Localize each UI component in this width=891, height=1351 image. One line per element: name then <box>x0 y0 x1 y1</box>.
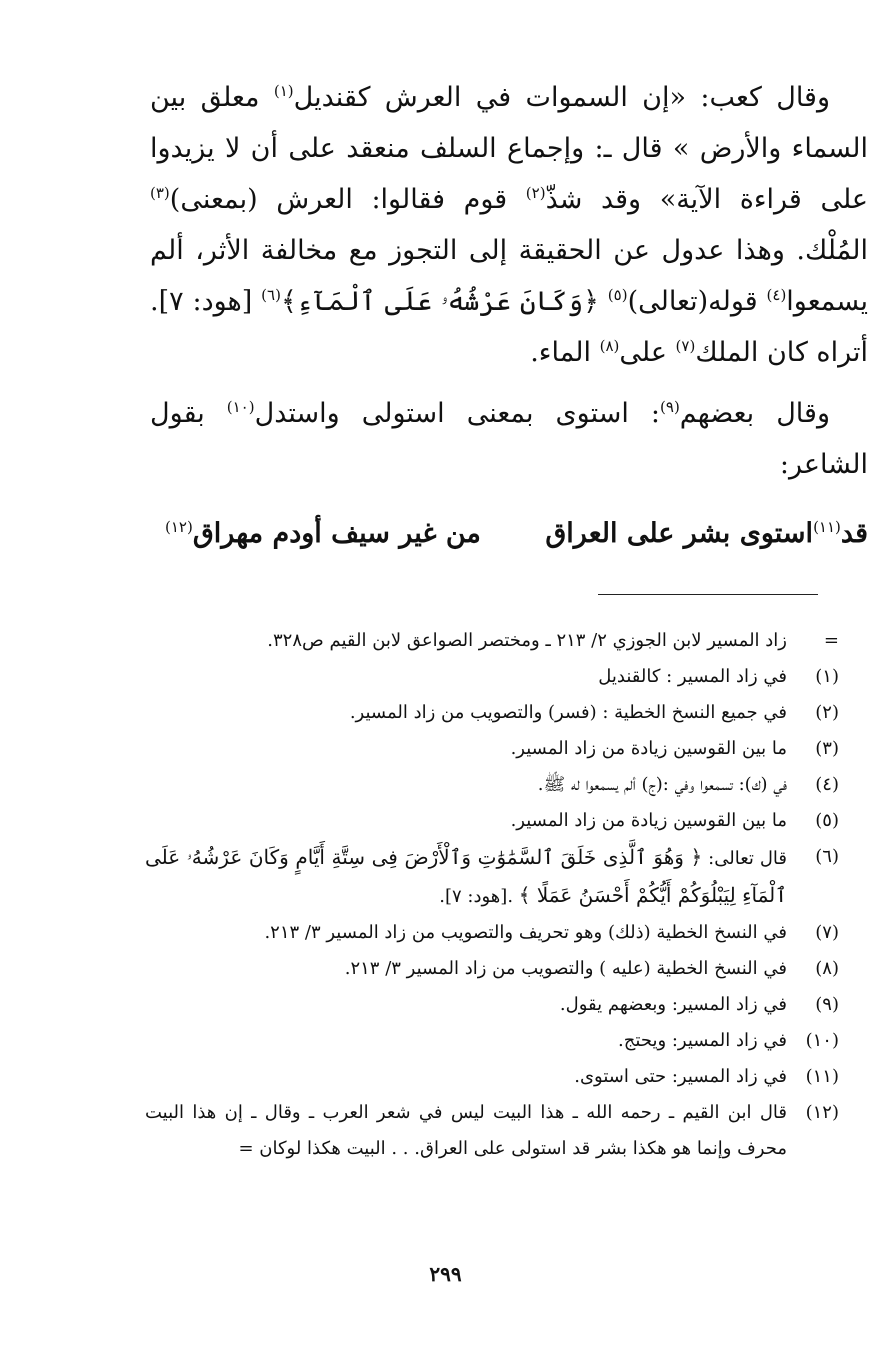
footnote-ref: (١٢) <box>165 518 193 536</box>
verse-first-hemistich <box>545 508 868 560</box>
footnote-separator <box>598 594 818 595</box>
footnotes <box>145 623 839 1167</box>
text-run: وقال بعضهم <box>679 398 830 429</box>
footnote-ref: (٦) <box>261 286 281 304</box>
footnote-ref: (٧) <box>675 337 696 355</box>
footnote-number: (٢) <box>815 702 839 723</box>
text-run: .[هود: ٧]. <box>439 886 519 907</box>
footnote-text: زاد المسير لابن الجوزي ٢/ ٢١٣ ـ ومختصر الصواعق لابن القيم ص٣٢٨. <box>267 630 787 651</box>
quran-quote: ﴿ وَهُوَ ٱلَّذِى خَلَقَ ٱلسَّمَٰوَٰتِ وَٱلْأَرْضَ فِى سِتَّةِ أَيَّامٍ وَكَانَ عَرْشُهُۥ عَلَى ٱلْمَآءِ لِيَبْلُوَكُمْ أَيُّكُمْ أَحْسَنُ عَمَلًا ﴾ <box>145 845 787 907</box>
footnote-number: (١١) <box>805 1066 839 1087</box>
footnote-item <box>145 915 839 951</box>
footnote-number: (١) <box>815 666 839 687</box>
footnote-item <box>145 1059 839 1095</box>
footnote-item <box>145 767 839 803</box>
text-run: قال تعالى: <box>702 848 787 869</box>
text-run: الماء. <box>530 337 600 368</box>
text-run: المُلْك. وهذا عدول عن الحقيقة إلى التجوز مع مخالفة الأثر، ألم يسمعوا <box>150 235 868 317</box>
footnote-text: في زاد المسير: وبعضهم يقول. <box>559 994 787 1015</box>
footnote-ref: (١) <box>273 82 294 100</box>
footnote-item <box>145 1095 839 1167</box>
footnote-ref: (٣) <box>150 184 170 202</box>
footnote-item <box>145 987 839 1023</box>
footnote-ref: (٤) <box>766 286 787 304</box>
footnote-text: في (ك): تسمعوا وفي :(ج) ألم يسمعوا له ﷺ. <box>537 774 787 795</box>
footnote-ref: (١١) <box>813 518 841 536</box>
text-run: وقال كعب: «إن السموات في العرش كقنديل <box>293 82 831 113</box>
footnote-item <box>145 1023 839 1059</box>
page-number: ٢٩٩ <box>429 1262 462 1286</box>
footnote-item <box>145 731 839 767</box>
footnote-text <box>145 839 787 915</box>
text-run: على <box>619 337 676 368</box>
footnote-text: في زاد المسير: حتى استوى. <box>574 1066 787 1087</box>
footnote-text: ما بين القوسين زيادة من زاد المسير. <box>510 738 787 759</box>
footnote-number: (١٢) <box>805 1102 839 1123</box>
footnote-ref: (١٠) <box>226 398 255 416</box>
footnote-number: (٤) <box>815 774 839 795</box>
verse-second-hemistich <box>165 508 481 560</box>
footnote-ref: (٥) <box>607 286 628 304</box>
footnote-text: قال ابن القيم ـ رحمه الله ـ هذا البيت ليس في شعر العرب ـ وقال ـ إن هذا البيت محرف وإنما هو هكذا بشر قد استولى على العراق. . . البيت هكذا لوكان = <box>145 1102 787 1159</box>
footnote-ref: (٨) <box>599 337 620 355</box>
footnote-item <box>145 951 839 987</box>
text-run: قد <box>840 518 868 549</box>
footnote-item <box>145 803 839 839</box>
footnote-number: (١٠) <box>805 1030 839 1051</box>
footnote-number: = <box>823 630 839 651</box>
footnote-item <box>145 695 839 731</box>
footnote-item <box>145 839 839 915</box>
footnote-item <box>145 659 839 695</box>
text-run: [هود: ٧]. أتراه كان الملك <box>150 286 868 368</box>
text-run: معلق بين السماء والأرض » قال ـ: وإجماع السلف منعقد على أن لا يزيدوا على قراءة الآية» وقد شذّ <box>150 82 868 215</box>
text-run: استوى بشر على العراق <box>545 518 814 549</box>
text-run: قوله(تعالى) <box>627 286 767 317</box>
footnote-text: في زاد المسير: ويحتج. <box>618 1030 787 1051</box>
footnote-text: في النسخ الخطية (عليه ) والتصويب من زاد المسير ٣/ ٢١٣. <box>344 958 787 979</box>
paragraph-1 <box>150 72 868 378</box>
footnote-item <box>145 623 839 659</box>
footnote-ref: (٩) <box>660 398 680 416</box>
footnote-text: في جميع النسخ الخطية : (فسر) والتصويب من زاد المسير. <box>349 702 787 723</box>
poetry-verse <box>150 508 868 560</box>
footnote-text: في زاد المسير : كالقنديل <box>598 666 787 687</box>
text-run: : استوى بمعنى استولى واستدل <box>254 398 661 429</box>
footnote-number: (٩) <box>815 994 839 1015</box>
quran-quote: ﴿وَكَانَ عَرْشُهُۥ عَلَى ٱلْمَآءِ﴾ <box>280 286 608 317</box>
text-run: بقول الشاعر: <box>150 398 868 480</box>
text-run: قوم فقالوا: العرش (بمعنى) <box>169 184 526 215</box>
main-text <box>150 72 868 500</box>
footnote-text: في النسخ الخطية (ذلك) وهو تحريف والتصويب من زاد المسير ٣/ ٢١٣. <box>264 922 787 943</box>
footnote-number: (٦) <box>815 846 839 867</box>
footnote-ref: (٢) <box>525 184 546 202</box>
footnote-number: (٨) <box>815 958 839 979</box>
footnote-number: (٥) <box>815 810 839 831</box>
footnote-number: (٧) <box>815 922 839 943</box>
text-run: من غير سيف أودم مهراق <box>192 518 481 549</box>
paragraph-2 <box>150 388 868 490</box>
footnote-number: (٣) <box>815 738 839 759</box>
footnote-text: ما بين القوسين زيادة من زاد المسير. <box>510 810 787 831</box>
